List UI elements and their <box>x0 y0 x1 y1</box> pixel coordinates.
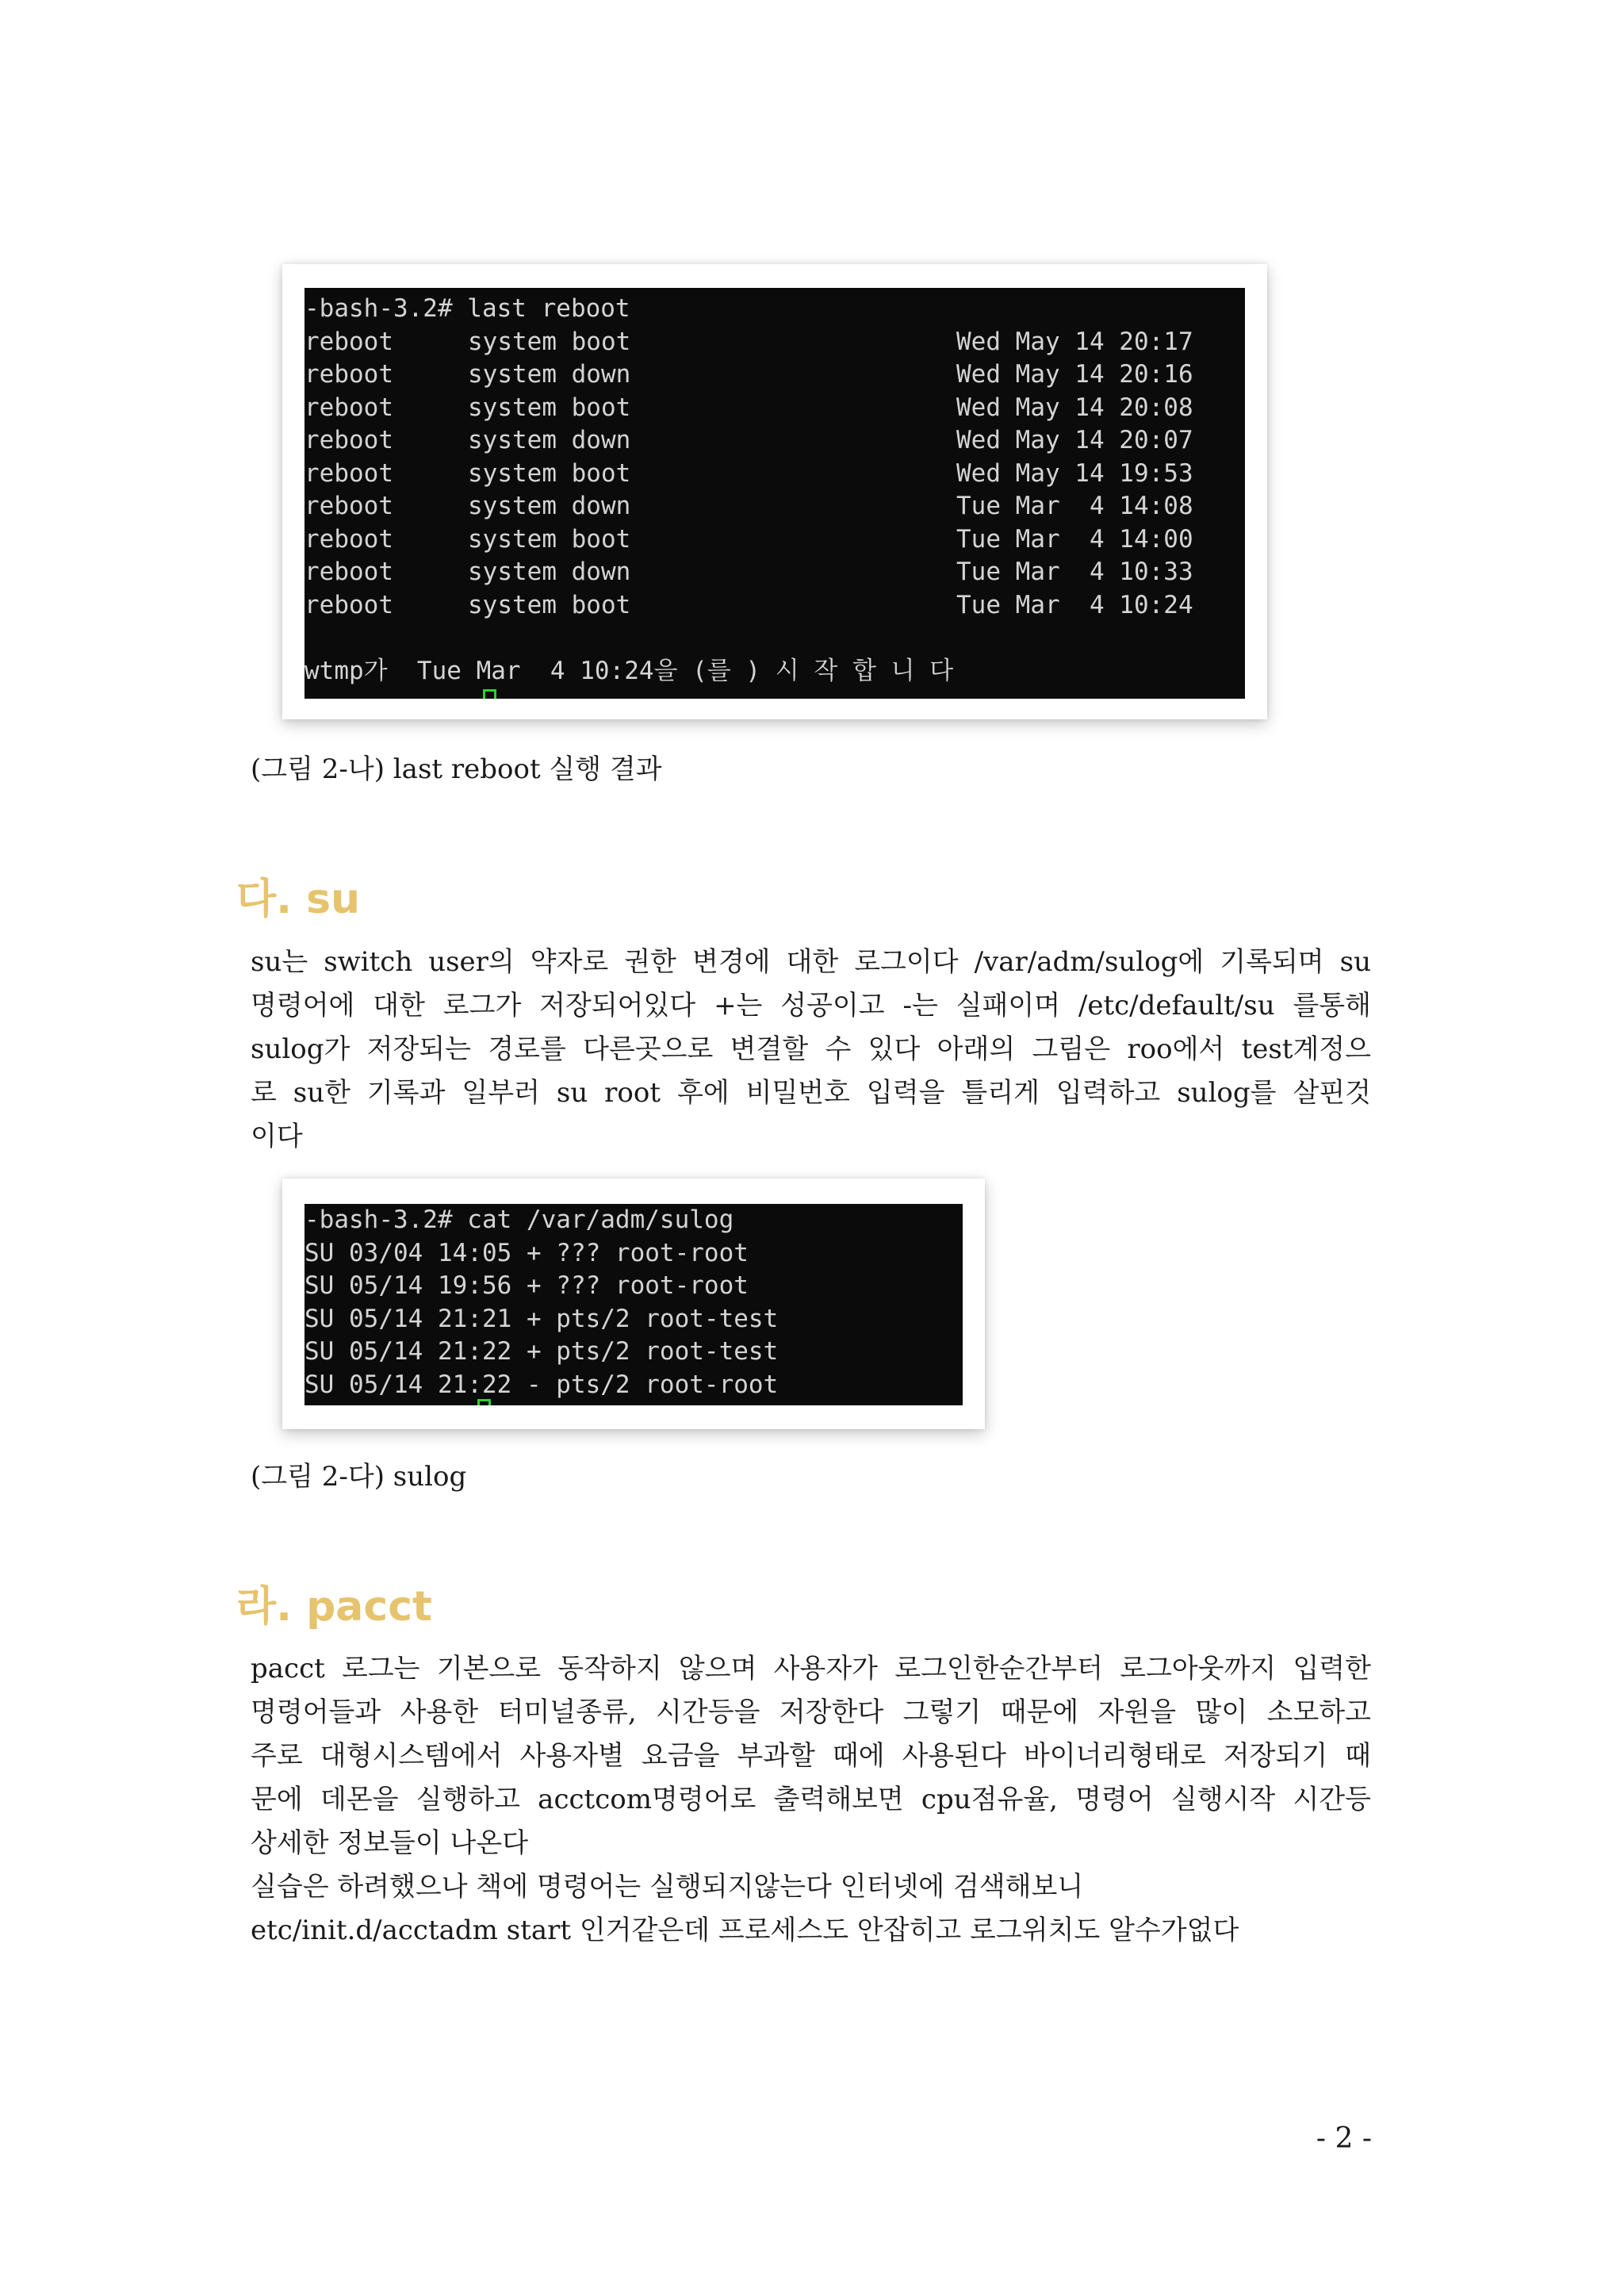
page-number: - 2 - <box>1316 2122 1372 2155</box>
reboot-event: system boot <box>468 591 631 619</box>
text-line: 이다 <box>251 1121 303 1152</box>
reboot-user: reboot <box>304 426 393 454</box>
sulog-entry: SU 05/14 19:56 + ??? root-root <box>304 1271 749 1300</box>
reboot-user: reboot <box>304 558 393 586</box>
text-line: 명령어에 대한 로그가 저장되어있다 +는 성공이고 -는 실패이며 /etc/default/su 를통해 <box>251 990 1371 1022</box>
reboot-event: system down <box>468 426 631 454</box>
sulog-entry: SU 05/14 21:22 + pts/2 root-test <box>304 1337 779 1366</box>
text-line: 로 su한 기록과 일부러 su root 후에 비밀번호 입력을 틀리게 입력하고 sulog를 살핀것 <box>251 1077 1371 1109</box>
sulog-entry: SU 05/14 21:22 - pts/2 root-root <box>304 1370 779 1399</box>
reboot-event: system down <box>468 492 631 520</box>
reboot-event: system down <box>468 360 631 389</box>
figure-caption: (그림 2-다) sulog <box>251 1461 467 1493</box>
section-title-pacct: 라. pacct <box>236 1583 432 1631</box>
text-line: pacct 로그는 기본으로 동작하지 않으며 사용자가 로그인한순간부터 로그아웃까지 입력한 <box>251 1653 1371 1685</box>
cursor-icon <box>483 689 496 699</box>
figure-last-reboot <box>282 264 1267 719</box>
text-line: 실습은 하려했으나 책에 명령어는 실행되지않는다 인터넷에 검색해보니 <box>251 1871 1084 1903</box>
reboot-event: system boot <box>468 459 631 488</box>
terminal-prompt: -bash-3.2# cat /var/adm/sulog <box>304 1205 734 1234</box>
reboot-user: reboot <box>304 328 393 356</box>
reboot-event: system boot <box>468 393 631 422</box>
terminal-last-reboot <box>304 288 1245 699</box>
text-line: su는 switch user의 약자로 권한 변경에 대한 로그이다 /var/adm/sulog에 기록되며 su <box>251 946 1371 978</box>
reboot-date: Tue Mar 4 14:08 <box>956 492 1193 520</box>
text-line: 주로 대형시스템에서 사용자별 요금을 부과할 때에 사용된다 바이너리형태로 저장되기 때 <box>251 1740 1371 1772</box>
reboot-user: reboot <box>304 360 393 389</box>
reboot-date: Tue Mar 4 14:00 <box>956 525 1193 554</box>
terminal-prompt: -bash-3.2# last reboot <box>304 294 630 323</box>
paragraph-su <box>251 941 1371 1159</box>
reboot-date: Wed May 14 20:07 <box>956 426 1193 454</box>
section-title-su: 다. su <box>236 876 361 923</box>
reboot-user: reboot <box>304 525 393 554</box>
reboot-date: Tue Mar 4 10:33 <box>956 558 1193 586</box>
figure-caption: (그림 2-나) last reboot 실행 결과 <box>251 753 662 785</box>
reboot-user: reboot <box>304 459 393 488</box>
reboot-user: reboot <box>304 393 393 422</box>
reboot-date: Wed May 14 20:17 <box>956 328 1193 356</box>
text-line: 명령어들과 사용한 터미널종류, 시간등을 저장한다 그렇기 때문에 자원을 많이 소모하고 <box>251 1696 1371 1728</box>
reboot-date: Wed May 14 20:08 <box>956 393 1193 422</box>
reboot-event: system down <box>468 558 631 586</box>
reboot-event: system boot <box>468 328 631 356</box>
wtmp-footer: wtmp가 Tue Mar 4 10:24을 (를 ) 시 작 합 니 다 <box>304 657 954 685</box>
reboot-date: Wed May 14 20:16 <box>956 360 1193 389</box>
cursor-icon <box>477 1399 491 1405</box>
reboot-date: Wed May 14 19:53 <box>956 459 1193 488</box>
text-line: 문에 데몬을 실행하고 acctcom명령어로 출력해보면 cpu점유율, 명령어 실행시작 시간등 <box>251 1784 1371 1815</box>
terminal-sulog <box>304 1204 963 1405</box>
text-line: etc/init.d/acctadm start 인거같은데 프로세스도 안잡히고 로그위치도 알수가없다 <box>251 1915 1239 1946</box>
reboot-date: Tue Mar 4 10:24 <box>956 591 1193 619</box>
sulog-entry: SU 05/14 21:21 + pts/2 root-test <box>304 1305 779 1333</box>
text-line: sulog가 저장되는 경로를 다른곳으로 변결할 수 있다 아래의 그림은 roo에서 test계정으 <box>251 1033 1371 1065</box>
reboot-user: reboot <box>304 591 393 619</box>
paragraph-pacct <box>251 1647 1371 1953</box>
sulog-entry: SU 03/04 14:05 + ??? root-root <box>304 1239 749 1267</box>
reboot-event: system boot <box>468 525 631 554</box>
text-line: 상세한 정보들이 나온다 <box>251 1827 529 1859</box>
reboot-user: reboot <box>304 492 393 520</box>
figure-sulog <box>282 1179 985 1429</box>
